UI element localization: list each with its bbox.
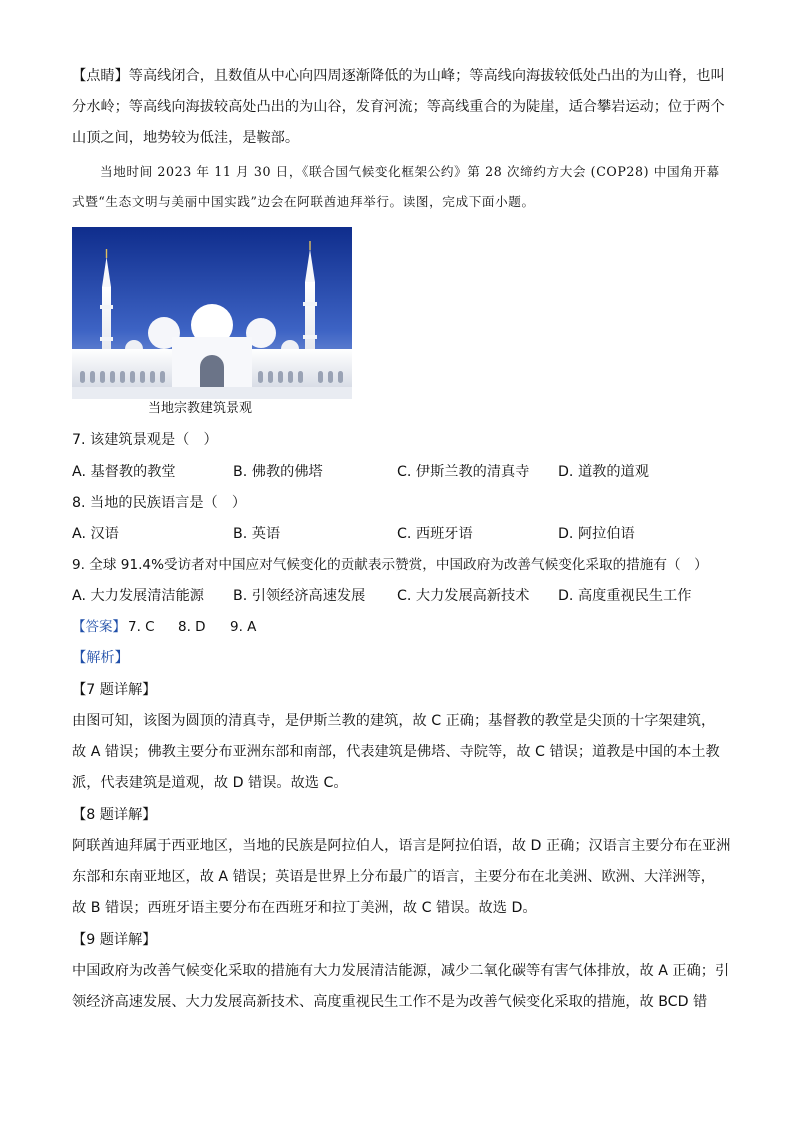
question-7-stem: 7. 该建筑景观是（ ） — [72, 432, 218, 448]
answer-label: 【答案】 — [72, 619, 126, 635]
detail-9-title: 【9 题详解】 — [72, 932, 157, 948]
answer-7: 7. C — [128, 619, 155, 635]
tip-line-1: 【点睛】等高线闭合，且数值从中心向四周逐渐降低的为山峰；等高线向海拔较低处凸出的为山脊，也叫 — [72, 68, 725, 84]
detail-7-line-3: 派，代表建筑是道观，故 D 错误。故选 C。 — [72, 775, 348, 791]
detail-8-line-1: 阿联酋迪拜属于西亚地区，当地的民族是阿拉伯人，语言是阿拉伯语，故 D 正确；汉语言主要分布在亚洲 — [72, 838, 731, 854]
tip-line-2: 分水岭；等高线向海拔较高处凸出的为山谷，发育河流；等高线重合的为陡崖，适合攀岩运动；位于两个 — [72, 99, 725, 115]
question-9-stem: 9. 全球 91.4%受访者对中国应对气候变化的贡献表示赞赏，中国政府为改善气候变化采取的措施有（ ） — [72, 557, 708, 573]
question-9-option-a: A. 大力发展清洁能源 — [72, 588, 204, 604]
detail-8-title: 【8 题详解】 — [72, 807, 157, 823]
question-8-option-a: A. 汉语 — [72, 526, 119, 542]
detail-9-line-1: 中国政府为改善气候变化采取的措施有大力发展清洁能源，减少二氧化碳等有害气体排放，故 A 正确；引 — [72, 963, 730, 979]
question-8-stem: 8. 当地的民族语言是（ ） — [72, 495, 247, 511]
intro-line-2: 式暨“生态文明与美丽中国实践”边会在阿联酋迪拜举行。读图，完成下面小题。 — [72, 194, 535, 209]
question-8-option-b: B. 英语 — [233, 526, 281, 542]
intro-line-1: 当地时间 2023 年 11 月 30 日，《联合国气候变化框架公约》第 28 次缔约方大会 (COP28) 中国角开幕 — [100, 164, 720, 179]
answer-9: 9. A — [230, 619, 257, 635]
answer-8: 8. D — [178, 619, 206, 635]
detail-7-line-2: 故 A 错误；佛教主要分布亚洲东部和南部，代表建筑是佛塔、寺院等，故 C 错误；道教是中国的本土教 — [72, 744, 720, 760]
question-8-option-c: C. 西班牙语 — [397, 526, 473, 542]
detail-7-title: 【7 题详解】 — [72, 682, 157, 698]
question-9-option-d: D. 高度重视民生工作 — [558, 588, 692, 604]
question-7-option-a: A. 基督教的教堂 — [72, 464, 176, 480]
detail-9-line-2: 领经济高速发展、大力发展高新技术、高度重视民生工作不是为改善气候变化采取的措施，故 BCD 错 — [72, 994, 708, 1010]
question-8-option-d: D. 阿拉伯语 — [558, 526, 635, 542]
detail-7-line-1: 由图可知，该图为圆顶的清真寺，是伊斯兰教的建筑，故 C 正确；基督教的教堂是尖顶的十字架建筑， — [72, 713, 716, 729]
mosque-photo — [72, 227, 352, 399]
detail-8-line-2: 东部和东南亚地区，故 A 错误；英语是世界上分布最广的语言，主要分布在北美洲、欧洲、大洋洲等， — [72, 869, 715, 885]
question-9-option-c: C. 大力发展高新技术 — [397, 588, 530, 604]
question-9-option-b: B. 引领经济高速发展 — [233, 588, 366, 604]
analysis-label: 【解析】 — [72, 650, 129, 666]
question-7-option-b: B. 佛教的佛塔 — [233, 464, 323, 480]
detail-8-line-3: 故 B 错误；西班牙语主要分布在西班牙和拉丁美洲，故 C 错误。故选 D。 — [72, 900, 537, 916]
tip-line-3: 山顶之间，地势较为低洼，是鞍部。 — [72, 130, 300, 146]
question-7-option-d: D. 道教的道观 — [558, 464, 649, 480]
question-7-option-c: C. 伊斯兰教的清真寺 — [397, 464, 530, 480]
figure-caption: 当地宗教建筑景观 — [148, 401, 253, 416]
